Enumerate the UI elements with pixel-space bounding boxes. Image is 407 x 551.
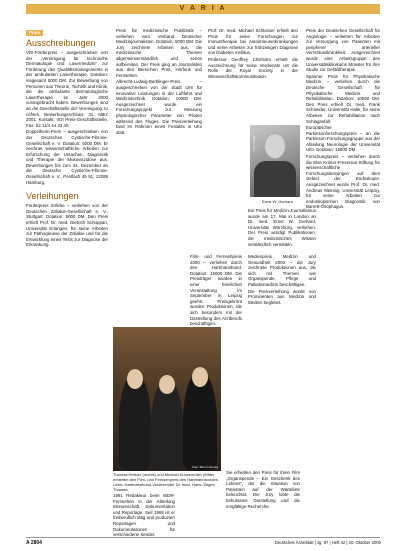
column-1 — [26, 28, 108, 249]
paragraph: Doppelheim-Preis – ausgeschrieben von der Deutschen Cystische-Fibrose-Gesellschaft e. V. Dotation: 5000 DM. Er zeichnet wissenschaftliche Arbeiten zur Erforschung der Ursachen, Diagnostik und Therapie der Mukoviszidose aus. Bewerbungen bis zum 31. Dezember an die Deutsche Cystische-Fibrose-Gesellschaft e. V., Postfach 45 51, 12089 Hamburg. — [26, 129, 108, 185]
page-number: A 2804 — [26, 540, 42, 546]
paragraph: Europäischer Parkinsonforschungspreis – an die Parkinson-Forschungsgruppe aus der Abteilung Neurologie der Universität Ulm. Dotation: 15000 DM. — [306, 125, 380, 153]
group-photo — [113, 327, 221, 471]
paragraph: VDI-Förderpreis – ausgeschrieben von der „Vereinigung für technische Dermatologie und Lasermedizin“ zur Förderung des Qualitätsmanagements in der ambulanten Lasertherapie. Dotation: insgesamt 5000 DM. Zur Bewerbung von Personen aus Theorie, Technik und Klinik, die die ambulante dermatologische Lasertherapie im Jahr 2000 vorangebracht haben. Bewerbungen sind an die Geschäftsstelle der Vereinigung zu richten. Bewerbungsschluss: 31. März 2001. Kontakt: VDI Preis-Geschäftsstelle, Fax: 02 11/4 44 33 40. — [26, 50, 108, 128]
person-right — [183, 371, 217, 471]
category-tag: Preis — [26, 30, 43, 36]
column-2 — [116, 28, 202, 136]
portrait-caption: Ernst W. Gerhard — [262, 199, 293, 204]
column-3-lower — [248, 208, 316, 248]
journal-reference: Deutsches Ärzteblatt | Jg. 97 | Heft 42 | 20. Oktober 2000 — [274, 540, 381, 545]
section-heading-verleihungen: Verleihungen — [26, 191, 79, 202]
footer-divider — [26, 537, 380, 538]
paragraph: Preis für medizinische Publizistik – verliehen vom Verband Deutscher Medizinjournalisten. Dotation: 5000 DM. Die Jury zeichnete Arbeiten aus, die medizinische Themen allgemeinverständlich und seriös aufbereiten. Der Preis ging an Journalisten aus den Bereichen Print, Hörfunk und Fernsehen. — [116, 28, 202, 78]
column-3-middle — [248, 254, 316, 306]
paragraph: Film- und Fernsehpreis 2000 – verliehen durch den Hartmannbund. Dotation: 15000 DM. Die Preisträger wurden in einer feierlichen Veranstaltung im September in Leipzig geehrt. Preisgekrönt wurden Produktionen, die sich besonders mit der Darstellung des Arztberufs beschäftigen. — [190, 254, 242, 327]
portrait-head — [264, 133, 286, 159]
paragraph: Die Preisverleihung wurde von Prominenten aus Medizin und Medien begleitet. — [248, 288, 316, 305]
paragraph: Ein Preis für Medizin-Journalismus wurde am 17. Mai in London an Dr. med. Ernst W. Gerhard, Universität Würzburg, verliehen. Der Preis würdigt Publikationen, die medizinisches Wissen verständlich vermitteln. — [248, 208, 316, 247]
paragraph: Preis der Deutschen Gesellschaft für Angiologie – verliehen für Arbeiten zur Versorgung von Patienten mit peripherer arterieller Verschlusskrankheit. Ausgezeichnet wurde eine Arbeitsgruppe des Universitätsklinikums Münster für ihre Studie zur Gefäßtherapie. — [306, 28, 380, 73]
column-2-lower — [190, 254, 242, 328]
column-3-bottom — [226, 470, 300, 510]
column-4 — [306, 28, 380, 211]
paragraph: Forschungspreis – verliehen durch die Else Kröner-Fresenius-Stiftung für wissenschaftliche Forschungsleistungen auf dem Gebiet der Endoskopie. Ausgezeichnet wurde Prof. Dr. med. Andreas Meining, Universität Leipzig, für seine Arbeiten zur endoskopischen Diagnostik von Barrett-Ösophagus. — [306, 154, 380, 210]
paragraph: Förderpreis Zölicke – verliehen von der Deutschen Zöliakie-Gesellschaft e. V., Stuttgart. Dotation: 5000 DM. Den Preis erhielt Prof. Dr. med. Dietrich Schuppan, Universität Erlangen, für seine Arbeiten zur Pathogenese der Zöliakie und für die Entwicklung eines Tests zur Diagnose der Erkrankung. — [26, 203, 108, 248]
person-left — [119, 373, 151, 471]
portrait-photo — [250, 125, 300, 197]
paragraph: Medienpreis Medizin und Gesundheit 2000 – die Jury zeichnete Produktionen aus, die sich mit Themen wie Organspende, Pflege und Palliativmedizin beschäftigen. — [248, 254, 316, 287]
paragraph: Prof. Dr. med. Michael Schlosser erhielt den Preis für seine Forschungen zur Immuntherapie bei Autoimmunerkrankungen und seine Arbeiten zur frühzeitigen Diagnose von Diabetes mellitus. — [208, 28, 298, 56]
paragraph: Sie erhielten den Preis für ihren Film „Organspende – Ein Geschenk des Lebens“, der die Situation von Patienten auf der Warteliste beleuchtet. Die Jury lobte die behutsame Darstellung und die sorgfältige Recherche. — [226, 470, 300, 509]
column-3 — [208, 28, 298, 80]
section-header: V A R I A — [26, 4, 380, 14]
section-heading-ausschreibungen: Ausschreibungen — [26, 38, 96, 48]
portrait-credit: Foto: privat — [252, 135, 256, 151]
group-photo-credit: Foto: Bernd Hennig — [191, 465, 218, 469]
paragraph: Albrecht-Ludwig-Berblinger-Preis – ausgeschrieben von der Stadt Ulm für innovative Leistungen in der Luftfahrt und Medizintechnik. Dotation: 10000 DM. Ausgezeichnet wurde ein Forschungsprojekt zur Messung physiologischer Parameter von Piloten während des Fluges. Die Preisverleihung fand im Rahmen eines Festakts in Ulm statt. — [116, 79, 202, 135]
group-photo-caption: Thomas Heilner (rechts) und Michael Kunzemüller (Mitte) erhielten den Film- und Fernsehpreis des Hartmannbundes. Links: Hartmannbund-Vorsitzender Dr. med. Hans-Jürgen Thomas. — [113, 472, 219, 492]
paragraph: Spanner Preis für Physikalische Medizin – verliehen durch die Deutsche Gesellschaft für Physikalische Medizin und Rehabilitation. Dotation: 10000 DM. Den Preis erhielt Dr. med. Frank Schneider, Universität Halle, für seine Arbeiten zur Rehabilitation nach Schlaganfall. — [306, 73, 380, 124]
portrait-body — [254, 161, 296, 197]
column-2-bottom — [113, 493, 175, 539]
person-middle — [151, 379, 183, 471]
paragraph: Professor Geoffrey Chisholm erhielt die Auszeichnung für seine Verdienste um die Rolle der Royal Society in der Wissenschaftskommunikation. — [208, 56, 298, 79]
paragraph: 1991 Redakteur beim WDR-Fernsehen in der Abteilung Wissenschaft, Dokumentation und Reportage. Seit 1995 ist er freiberuflich tätig und produziert Reportagen und Dokumentationen für verschiedene Sender. — [113, 493, 175, 538]
